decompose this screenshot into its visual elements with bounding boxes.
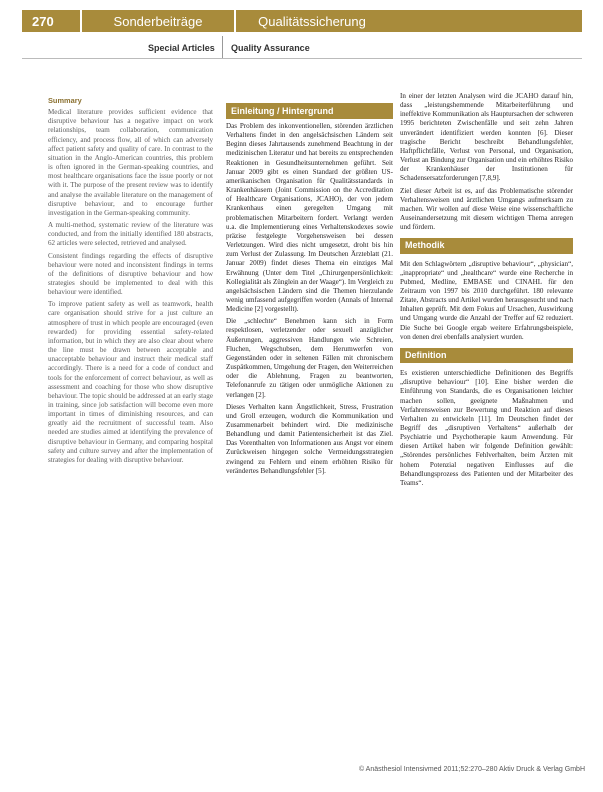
- summary-paragraph: Medical literature provides sufficient evidence that disruptive behaviour has a negative impact on work relationships, team collaboration, communication efficiency, and process flow, all of which can adversely affect patient safety and quality of care. In contrast to the situation in the Anglo-American countries, this problem is often ignored in the German-speaking countries, and most healthcare organisations face the issue poorly or not with it. The purpose of the present review was to identify and analyse the available literature on the management of disruptive behaviour, and to encourage further investigation in the German-speaking community.: [48, 108, 213, 217]
- subheader-divider: [222, 36, 223, 58]
- summary-paragraph: To improve patient safety as well as teamwork, health care organisation should strive for a just culture an atmosphere of trust in which people are encouraged (even rewarded) for providing essential safety-related information, but in which they are also clear about where the line must be drawn between acceptable and unacceptable behaviour and instruct their medical staff accordingly. There is a need for a code of conduct and tools for the enforcement of correct behaviour, as well as assessment and coaching for those who show disruptive behaviour. The topic should be addressed at an early stage in training, since job satisfaction will become even more important in times of diminishing resources, and can greatly aid the recruitment of successful team. Also needed are studies aimed at identifying the prevalence of disruptive behaviour in Germany, and comparing hospital safety and culture survey and after the implementation of strategies for dealing with disruptive behaviour.: [48, 300, 213, 464]
- section-heading-methods: Methodik: [400, 238, 573, 253]
- summary-title: Summary: [48, 96, 82, 105]
- section-title: Sonderbeiträge: [113, 13, 203, 29]
- body-paragraph: Dieses Verhalten kann Ängstlichkeit, Stress, Frustration und Groll erzeugen, wodurch die Kommunikation und Zusammenarbeit behindert wird. Die medizinische Behandlung und damit Patientensicherheit ist das Ziel. Das Vorenthalten von Informationen aus Angst vor einem Zurückweisen hingegen solche Vermeidungsstrategien zwingend zu Fehlern und einem erhöhten Risiko für verändertes Behandlungsfehler [5].: [226, 402, 393, 475]
- body-paragraph: Es existieren unterschiedliche Definitionen des Begriffs „disruptive behaviour“ [10]. Eine bisher werden die Einführung von Standards, die es Organisationen leichter machen sollen, geeignete Maßnahmen und Verfahrensweisen zur Bewertung und Reaktion auf dieses Verhalten zu entwickeln [11]. Im Deutschen findet der Begriff des „disruptiven Verhaltens“ außerhalb der Psychiatrie und Psychotherapie kaum Anwendung. Für diesen Artikel haben wir folgende Definition gewählt: „Störendes persönliches Fehlverhalten, beim Ärzten mit hohem Potenzial negativen Einflusses auf die Behandlungsprozess des Patienten und der Mitarbeiter des Teams“.: [400, 369, 573, 487]
- section-heading-definition: Definition: [400, 348, 573, 363]
- summary-paragraph: A multi-method, systematic review of the literature was conducted, and from the initially identified 180 abstracts, 62 articles were selected, retrieved and analysed.: [48, 221, 213, 248]
- subsection-title: Qualitätssicherung: [258, 13, 366, 29]
- header-rule: [22, 58, 582, 59]
- body-paragraph: Mit den Schlagwörtern „disruptive behaviour“, „physician“, „inappropriate“ und „healthcare“ wurde eine Recherche in Pubmed, Medline, EMBASE und CINAHL für den Zeitraum von 1997 bis 2010 durchgeführt. 180 relevante Zitate, Abstracts und Artikel wurden herausgesucht und nach Inhalten geprüft. Mit dem Fokus auf Ursachen, Auswirkung und Umgang wurde die Anzahl der Treffer auf 62 reduziert. Die Suche bei Google ergab weitere Erfahrungsbeispiele, von denen drei ebenfalls analysiert wurden.: [400, 259, 573, 341]
- right-column: [400, 92, 573, 491]
- body-paragraph: Ziel dieser Arbeit ist es, auf das Problematische störender Verhaltensweisen und ärztlichen Umgangs aufmerksam zu machen. Wir wollen auf diese Weise eine wissenschaftliche Auseinandersetzung mit diesem wichtigen Thema anregen und fördern.: [400, 186, 573, 232]
- body-paragraph: Das Problem des inkonventionellen, störenden ärztlichen Verhaltens findet in den angelsächsischen Ländern seit Beginn dieses Jahrtausends zunehmend Beachtung in der medizinischen Literatur und hat bereits zu entsprechenden Reaktionen in Gesundheitsunternehmen geführt. Seit Januar 2009 gibt es einen Standard der größten US-amerikanischen Organisation für Qualitätsstandards in Krankenhäusern (Joint Commission on the Accreditation of Healthcare Organisations, JCAHO), der von jedem Krankenhaus einen geregelten Umgang mit problematischen Mitarbeitern fordert. Verlangt werden u.a. die Implementierung eines Verhaltenskodexes sowie präzise festgelegte Vorgehensweisen bei dessen Verletzungen. Wird dies nicht umgesetzt, droht bis hin zum Verlust der Zulassung. Im Deutschen Ärzteblatt (21. Januar 2009) findet dieses Thema ein einziges Mal Erwähnung (Unter dem Titel „Chirurgenpersönlichkeit: Kollegialität als Zünglein an der Waage“). Im Vergleich zu angelsächsischen Ländern sind die Themen hierzulande wenig umfassend aufgegriffen worden (Annals of Internal Medicine [2] vorgestellt).: [226, 122, 393, 314]
- introduction-column: [226, 122, 393, 479]
- page-number: 270: [32, 13, 54, 29]
- section-heading-introduction: Einleitung / Hintergrund: [226, 103, 393, 119]
- header-separator: [80, 10, 82, 32]
- summary-column: [48, 92, 213, 468]
- body-paragraph: In einer der letzten Analysen wird die JCAHO darauf hin, dass „leistungshemmende Mitarbeiterführung und ineffektive Kommunikation als Hauptursachen der schweren 1995 berichteten Zwischenfälle und seit zehn Jahren unverändert identifiziert werden konnten [6]. Dieser tragische Bericht beschreibt Behandlungsfehler, Haftpflichtfälle, Verlust von Personal, und Organisation, Verlust an Bindung zur Organisation und ein erhöhtes Risiko der Krankenhäuser der Institutionen für Schadensersatzforderungen [7,8,9].: [400, 92, 573, 183]
- subheader-right: Quality Assurance: [231, 43, 310, 53]
- body-paragraph: Die „schlechte“ Benehmen kann sich in Form respektlosen, verletzender oder sexuell anzüglicher Äußerungen, aggressiven Handlungen wie Schreien, Fluchen, Wegschubsen, dem Herumwerfen von Gegenständen oder in seltenen Fällen mit chronischem Zuspätkommen, Umgehung der Fragen, den Weiterreichen oder die Ablehnung, Fragen zu beantworten, Telefonanrufe zu tätigen oder unmögliche Aktionen zu verlangen [2].: [226, 317, 393, 399]
- header-bar: [22, 10, 582, 32]
- summary-paragraph: Consistent findings regarding the effects of disruptive behaviour were noted and inconsistent findings in terms of the definitions of disruptive behaviour and how strategies should be implemented to deal with this behaviour were identified.: [48, 251, 213, 297]
- subheader-left: Special Articles: [148, 43, 215, 53]
- header-separator: [234, 10, 236, 32]
- footer-copyright: © Anästhesiol Intensivmed 2011;52:270–280 Aktiv Druck & Verlag GmbH: [358, 766, 585, 773]
